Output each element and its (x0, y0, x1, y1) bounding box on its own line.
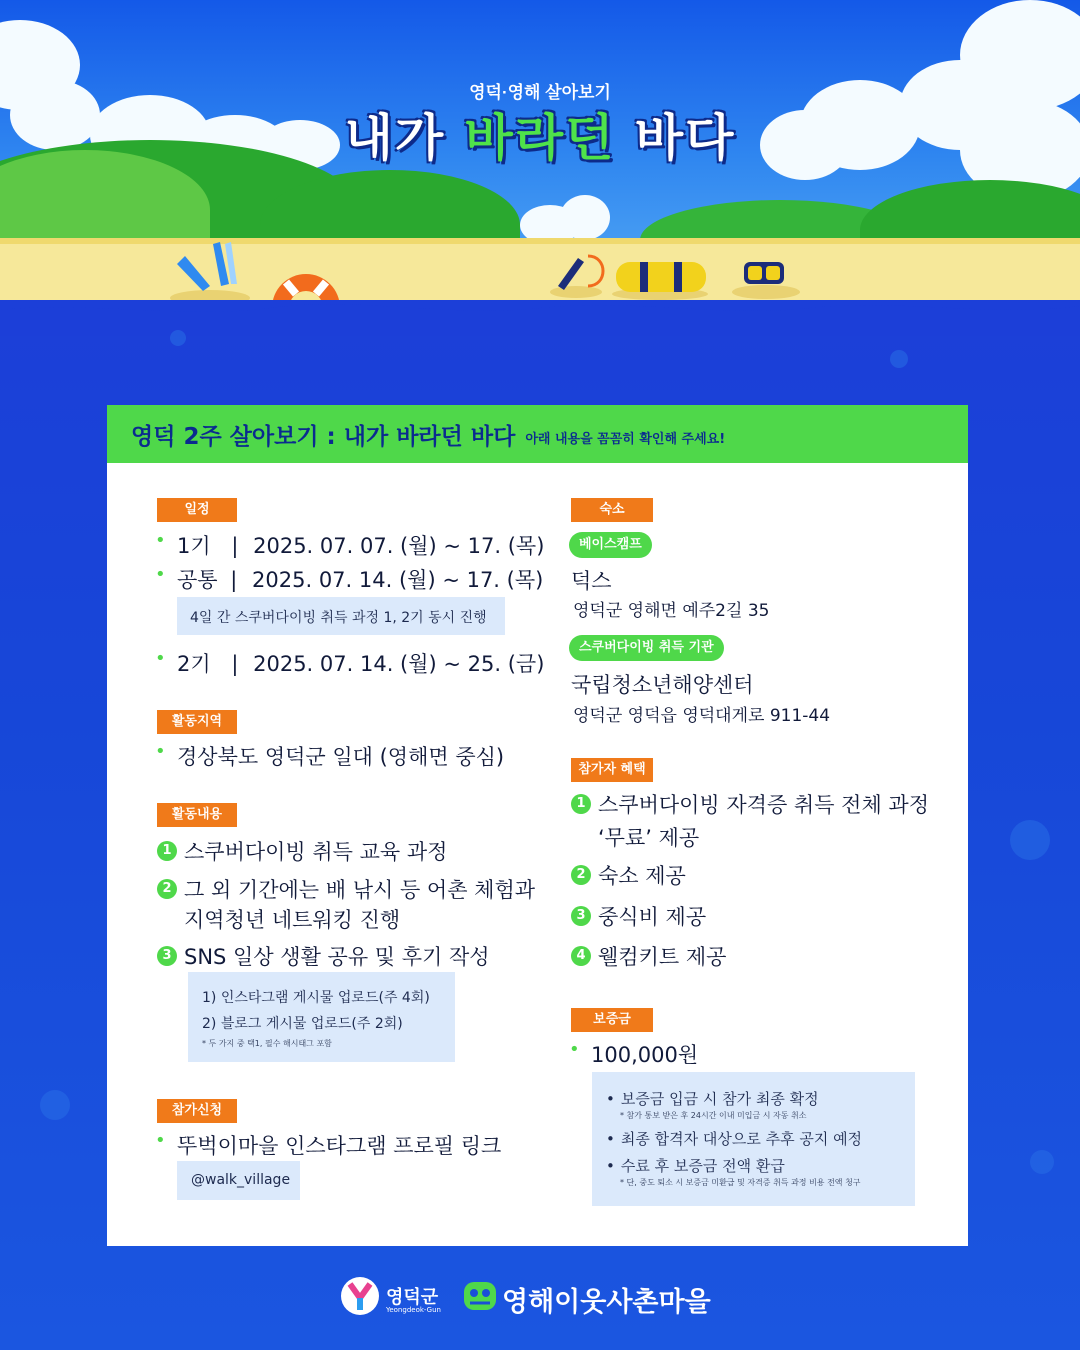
bubble (890, 350, 908, 368)
schedule-item-3 (177, 648, 544, 678)
activities-tag: 활동내용 (157, 803, 237, 827)
schedule-sep: | (230, 568, 238, 592)
lodging-address-2: 영덕군 영덕읍 영덕대게로 911-44 (573, 706, 831, 726)
card-header-title: 영덕 2주 살아보기 : 내가 바라던 바다 (131, 423, 516, 450)
activity-number-2: 2 (157, 879, 177, 899)
card-header (107, 405, 968, 463)
deposit-note-3-sub: * 단, 중도 퇴소 시 보증금 미환급 및 자격증 취득 과정 비용 전액 청구 (620, 1178, 861, 1187)
deposit-notes-box (592, 1072, 915, 1206)
schedule-term: 공통 (177, 568, 218, 592)
schedule-date: 2025. 07. 14. (월) ~ 17. (목) (252, 568, 544, 592)
deposit-tag: 보증금 (571, 1008, 653, 1032)
bubble (1010, 820, 1050, 860)
bubble (40, 1090, 70, 1120)
apply-tag: 참가신청 (157, 1099, 237, 1123)
activity-number-1: 1 (157, 841, 177, 861)
schedule-tag: 일정 (157, 498, 237, 522)
dive-center-pill: 스쿠버다이빙 취득 기관 (569, 635, 724, 661)
diving-mask-icon (730, 256, 802, 300)
activity-sub-box (188, 972, 455, 1062)
deposit-note-2: • 최종 합격자 대상으로 추후 공지 예정 (606, 1128, 862, 1149)
apply-handle[interactable]: @walk_village (191, 1172, 291, 1188)
schedule-sep: | (231, 534, 239, 558)
benefit-number-2: 2 (571, 865, 591, 885)
benefit-item-2: 숙소 제공 (598, 864, 686, 888)
activity-item-1: 스쿠버다이빙 취득 교육 과정 (184, 840, 448, 864)
benefit-item-1: 스쿠버다이빙 자격증 취득 전체 과정 (598, 793, 929, 817)
deposit-amount: • 100,000원 (591, 1039, 698, 1069)
apply-handle-box[interactable] (177, 1161, 300, 1200)
lodging-tag: 숙소 (571, 498, 653, 522)
cloud-mid-2 (560, 195, 610, 240)
lodging-name-2: 국립청소년해양센터 (571, 673, 754, 697)
benefit-item-4: 웰컴키트 제공 (598, 945, 727, 969)
schedule-note-box (177, 597, 505, 635)
basecamp-pill: 베이스캠프 (569, 532, 652, 558)
benefit-item-1-cont: ‘무료’ 제공 (598, 826, 700, 850)
lodging-address-1: 영덕군 영해면 예주2길 35 (573, 601, 770, 621)
deposit-note-1-sub: * 참가 통보 받은 후 24시간 이내 미입금 시 자동 취소 (620, 1111, 807, 1120)
hero-title (0, 98, 1080, 170)
schedule-note: 4일 간 스쿠버다이빙 취득 과정 1, 2기 동시 진행 (190, 610, 487, 626)
schedule-term: 2기 (177, 652, 211, 676)
schedule-date: 2025. 07. 14. (월) ~ 25. (금) (253, 652, 545, 676)
schedule-item-1 (177, 530, 544, 560)
activity-sub-1: 1) 인스타그램 게시물 업로드(주 4회) (202, 990, 430, 1006)
benefit-number-4: 4 (571, 946, 591, 966)
benefits-tag: 참가자 혜택 (571, 758, 653, 782)
activity-number-3: 3 (157, 946, 177, 966)
footer-org1-sub: Yeongdeok-Gun (386, 1306, 441, 1314)
beach-edge (0, 238, 1080, 244)
wave-edge (0, 296, 1080, 336)
card-header-note: 아래 내용을 꼼꼼히 확인해 주세요! (525, 431, 726, 447)
area-text: • 경상북도 영덕군 일대 (영해면 중심) (177, 741, 504, 771)
schedule-term: 1기 (177, 534, 211, 558)
village-logo-icon (462, 1278, 498, 1314)
benefit-number-1: 1 (571, 794, 591, 814)
hero-title-part2: 바다 (634, 109, 736, 167)
schedule-sep: | (231, 652, 239, 676)
activity-sub-note: * 두 가지 중 택1, 필수 해시태그 포함 (202, 1039, 332, 1048)
bubble (1030, 1150, 1054, 1174)
benefit-item-3: 중식비 제공 (598, 905, 707, 929)
activity-item-2-cont: 지역청년 네트워킹 진행 (184, 908, 401, 932)
benefit-number-3: 3 (571, 906, 591, 926)
activity-sub-2: 2) 블로그 게시물 업로드(주 2회) (202, 1016, 403, 1032)
hero-title-accent: 바라던 (464, 109, 616, 167)
schedule-date: 2025. 07. 07. (월) ~ 17. (목) (253, 534, 545, 558)
deposit-note-3: • 수료 후 보증금 전액 환급 (606, 1155, 785, 1176)
activity-item-3: SNS 일상 생활 공유 및 후기 작성 (184, 945, 490, 969)
activity-item-2: 그 외 기간에는 배 낚시 등 어촌 체험과 (184, 878, 536, 902)
footer-org1: 영덕군 (386, 1287, 439, 1308)
bubble (170, 330, 186, 346)
apply-text: • 뚜벅이마을 인스타그램 프로필 링크 (177, 1130, 501, 1160)
snorkel-icon (548, 246, 608, 298)
area-tag: 활동지역 (157, 710, 237, 734)
oxygen-tank-icon (610, 256, 710, 300)
footer-org2: 영해이웃사촌마을 (502, 1287, 711, 1318)
hero-subtitle: 영덕·영해 살아보기 (469, 83, 611, 102)
yeongdeok-logo-icon (340, 1276, 380, 1316)
info-card (107, 405, 968, 1246)
hero-title-part1: 내가 (344, 109, 446, 167)
deposit-note-1: • 보증금 입금 시 참가 최종 확정 (606, 1088, 819, 1109)
lodging-name-1: 덕스 (571, 569, 612, 593)
schedule-item-2 (177, 564, 543, 594)
